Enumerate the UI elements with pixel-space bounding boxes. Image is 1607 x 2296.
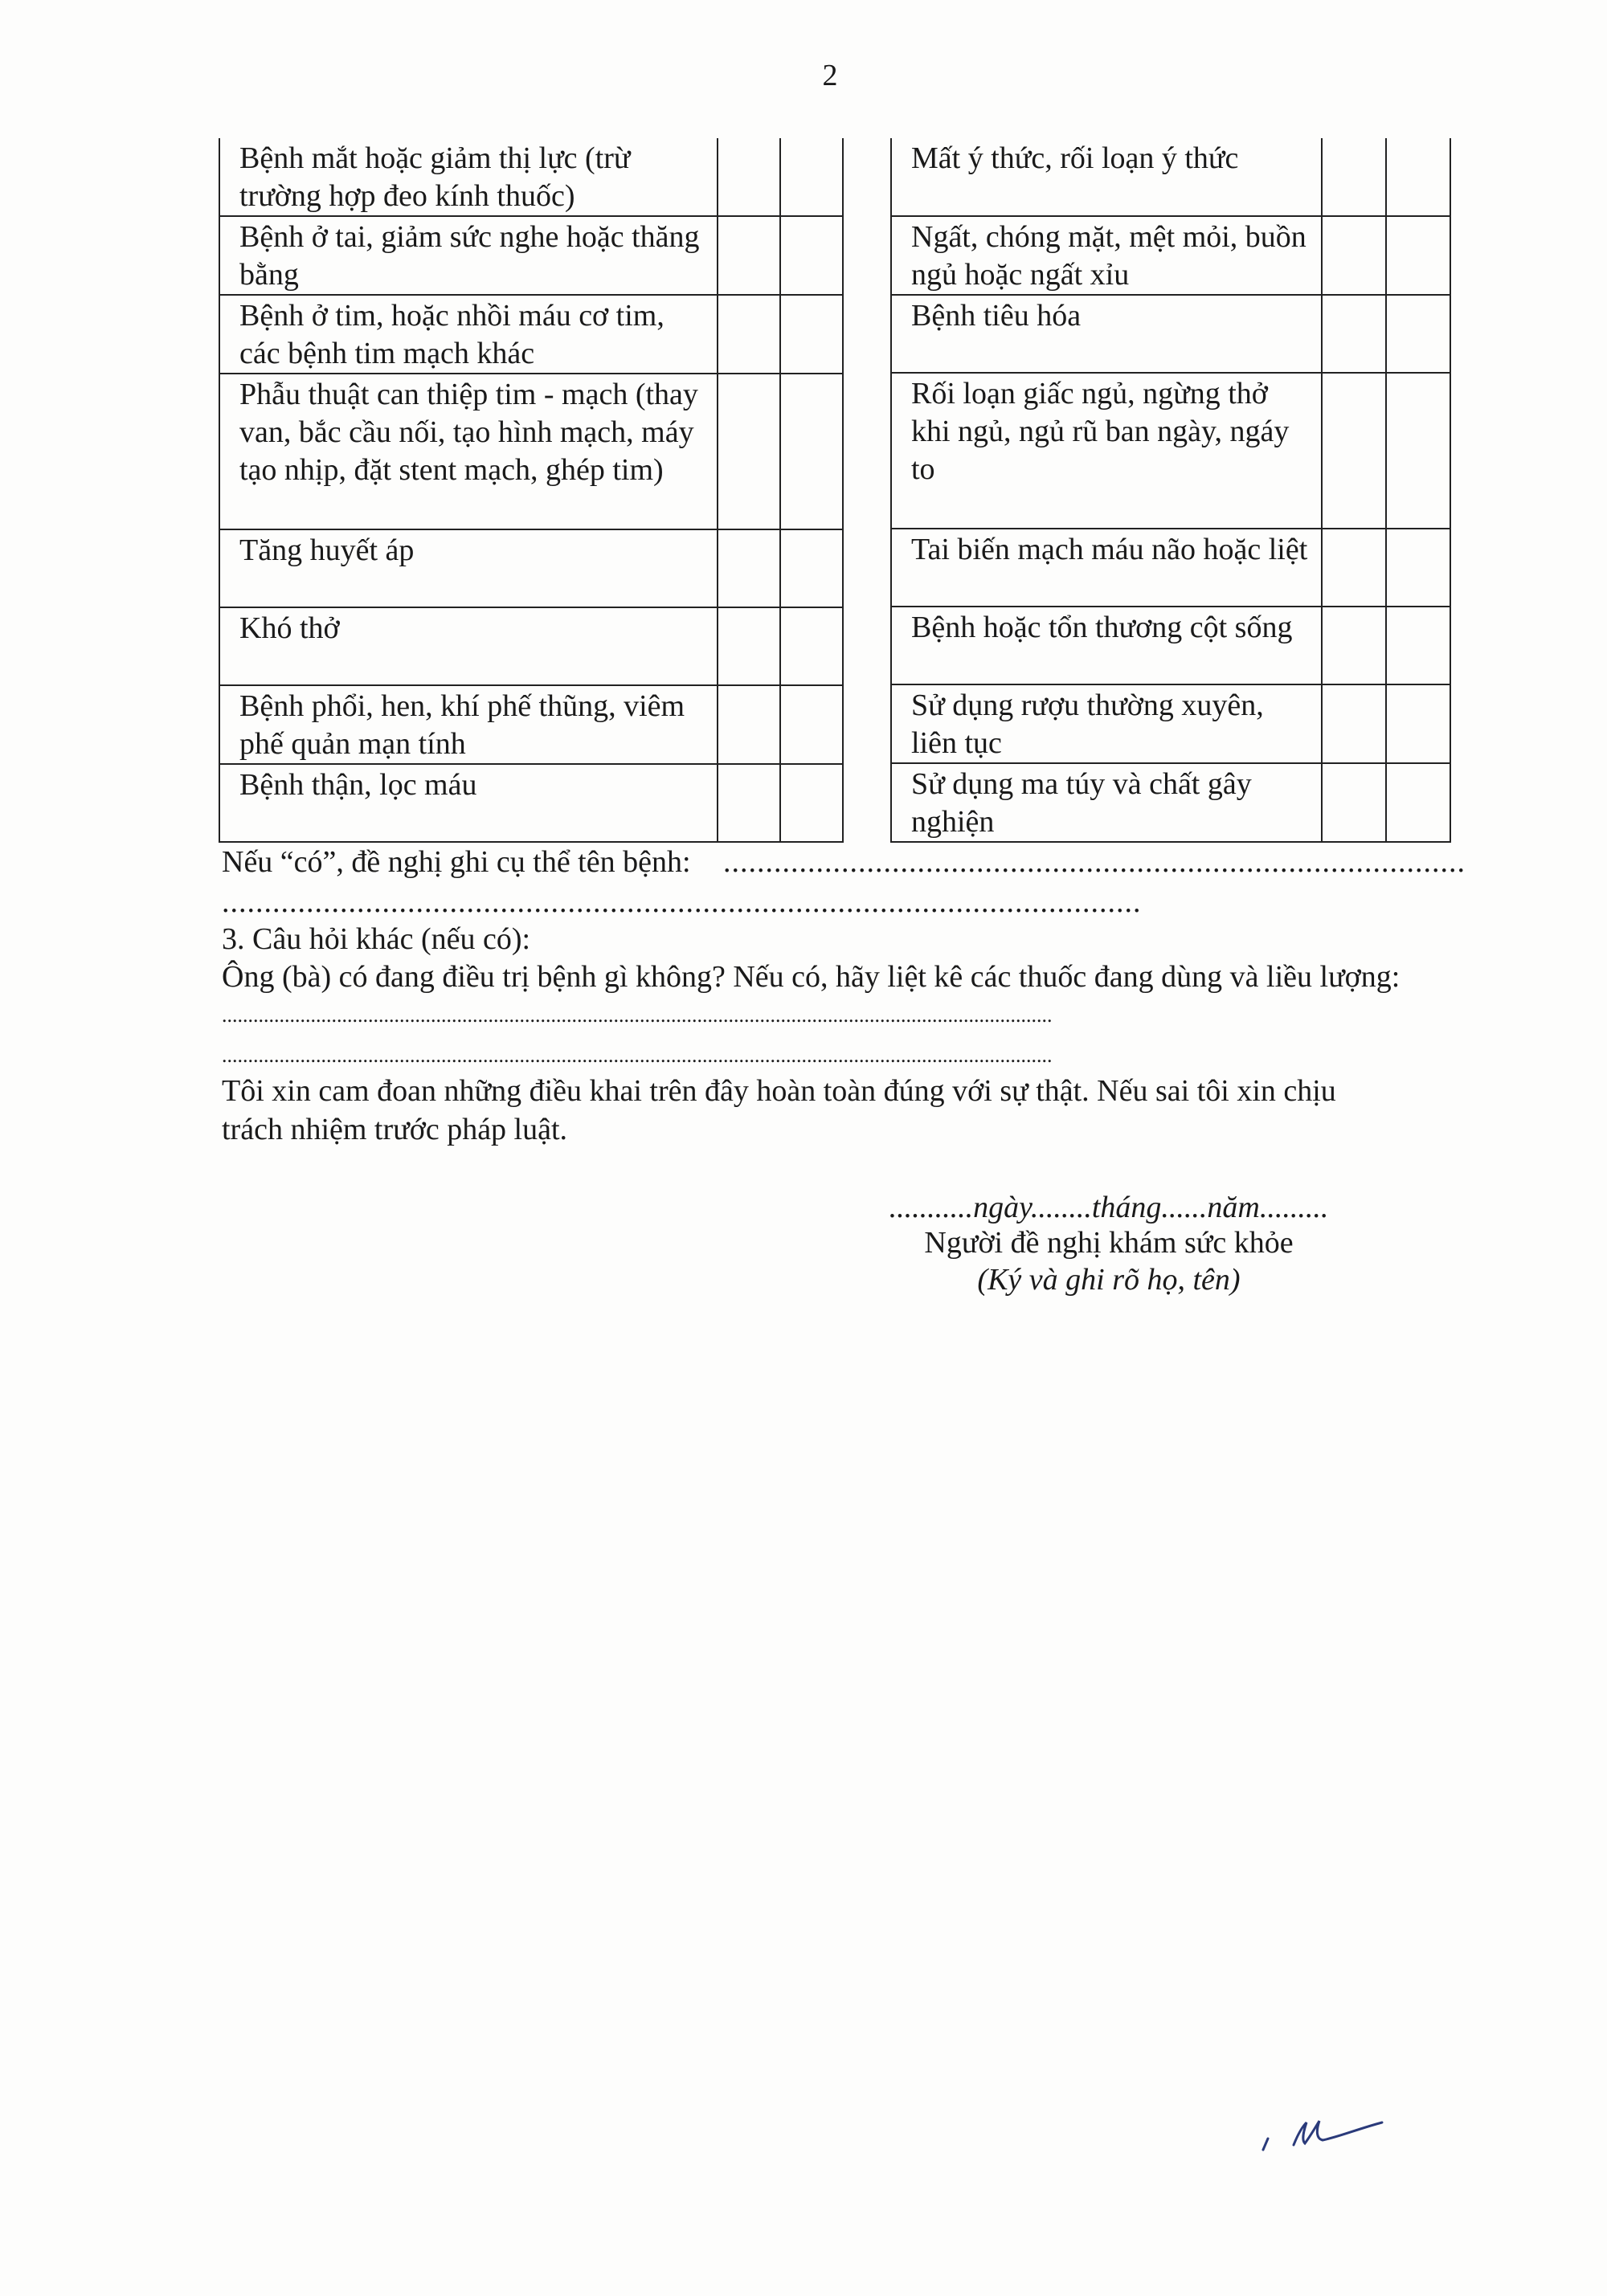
signer-title: Người đề nghị khám sức khỏe [924,1226,1294,1260]
condition-label: Khó thở [219,607,718,685]
answer-no-box[interactable] [780,216,843,295]
handwritten-initials [1261,2105,1390,2153]
condition-label: Tăng huyết áp [219,529,718,607]
answer-yes-box[interactable] [1322,373,1386,529]
answer-yes-box[interactable] [718,374,780,529]
condition-label: Bệnh mắt hoặc giảm thị lực (trừ trường hợp đeo kính thuốc) [219,138,718,216]
answer-yes-box[interactable] [1322,138,1386,216]
answer-yes-box[interactable] [718,685,780,764]
answer-no-box[interactable] [1386,607,1450,684]
answer-no-box[interactable] [780,685,843,764]
answer-yes-box[interactable] [1322,684,1386,763]
condition-label: Phẫu thuật can thiệp tim - mạch (thay van, bắc cầu nối, tạo hình mạch, máy tạo nhịp, đặt stent mạch, ghép tim) [219,374,718,529]
condition-label: Tai biến mạch máu não hoặc liệt [891,529,1322,607]
condition-label: Bệnh hoặc tổn thương cột sống [891,607,1322,684]
signer-note: (Ký và ghi rõ họ, tên) [977,1263,1241,1297]
answer-no-box[interactable] [780,607,843,685]
condition-label: Bệnh phổi, hen, khí phế thũng, viêm phế quản mạn tính [219,685,718,764]
answer-yes-box[interactable] [718,607,780,685]
commitment-statement-line-2: trách nhiệm trước pháp luật. [222,1113,568,1146]
answer-no-box[interactable] [1386,763,1450,842]
answer-yes-box[interactable] [1322,216,1386,295]
answer-yes-box[interactable] [718,138,780,216]
page-number: 2 [822,59,838,92]
disease-name-prompt: Nếu “có”, đề nghị ghi cụ thể tên bệnh: [222,845,691,879]
answer-yes-box[interactable] [1322,607,1386,684]
answer-no-box[interactable] [1386,684,1450,763]
answer-yes-box[interactable] [718,295,780,374]
section-3-title: 3. Câu hỏi khác (nếu có): [222,922,531,956]
answer-no-box[interactable] [780,764,843,842]
condition-label: Sử dụng ma túy và chất gây nghiện [891,763,1322,842]
answer-yes-box[interactable] [718,529,780,607]
treatment-fill-line-2[interactable]: ............................................................................................................................................................... [222,1044,1053,1067]
treatment-fill-line-1[interactable]: ............................................................................................................................................................... [222,1003,1053,1027]
answer-yes-box[interactable] [1322,529,1386,607]
condition-label: Bệnh thận, lọc máu [219,764,718,842]
condition-label: Ngất, chóng mặt, mệt mỏi, buồn ngủ hoặc ngất xỉu [891,216,1322,295]
condition-label: Bệnh ở tai, giảm sức nghe hoặc thăng bằng [219,216,718,295]
answer-no-box[interactable] [1386,216,1450,295]
answer-no-box[interactable] [780,138,843,216]
answer-no-box[interactable] [780,295,843,374]
health-history-table-left [219,138,844,843]
condition-label: Sử dụng rượu thường xuyên, liên tục [891,684,1322,763]
condition-label: Rối loạn giấc ngủ, ngừng thở khi ngủ, ngủ rũ ban ngày, ngáy to [891,373,1322,529]
answer-yes-box[interactable] [718,216,780,295]
condition-label: Bệnh tiêu hóa [891,295,1322,373]
answer-no-box[interactable] [1386,295,1450,373]
health-history-table-right [890,138,1451,843]
answer-no-box[interactable] [1386,138,1450,216]
answer-no-box[interactable] [1386,529,1450,607]
date-line[interactable]: ...........ngày........tháng......năm......... [889,1191,1329,1224]
answer-yes-box[interactable] [718,764,780,842]
answer-no-box[interactable] [1386,373,1450,529]
disease-name-fill-line-2[interactable]: ............................................................................................................. [222,885,1142,919]
answer-no-box[interactable] [780,529,843,607]
disease-name-fill-line[interactable]: ........................................................................................ [723,845,1466,879]
condition-label: Mất ý thức, rối loạn ý thức [891,138,1322,216]
answer-no-box[interactable] [780,374,843,529]
condition-label: Bệnh ở tim, hoặc nhồi máu cơ tim, các bệnh tim mạch khác [219,295,718,374]
commitment-statement-line-1: Tôi xin cam đoan những điều khai trên đây hoàn toàn đúng với sự thật. Nếu sai tôi xin chịu [222,1074,1336,1108]
treatment-question: Ông (bà) có đang điều trị bệnh gì không? Nếu có, hãy liệt kê các thuốc đang dùng và liều lượng: [222,960,1401,994]
answer-yes-box[interactable] [1322,763,1386,842]
answer-yes-box[interactable] [1322,295,1386,373]
